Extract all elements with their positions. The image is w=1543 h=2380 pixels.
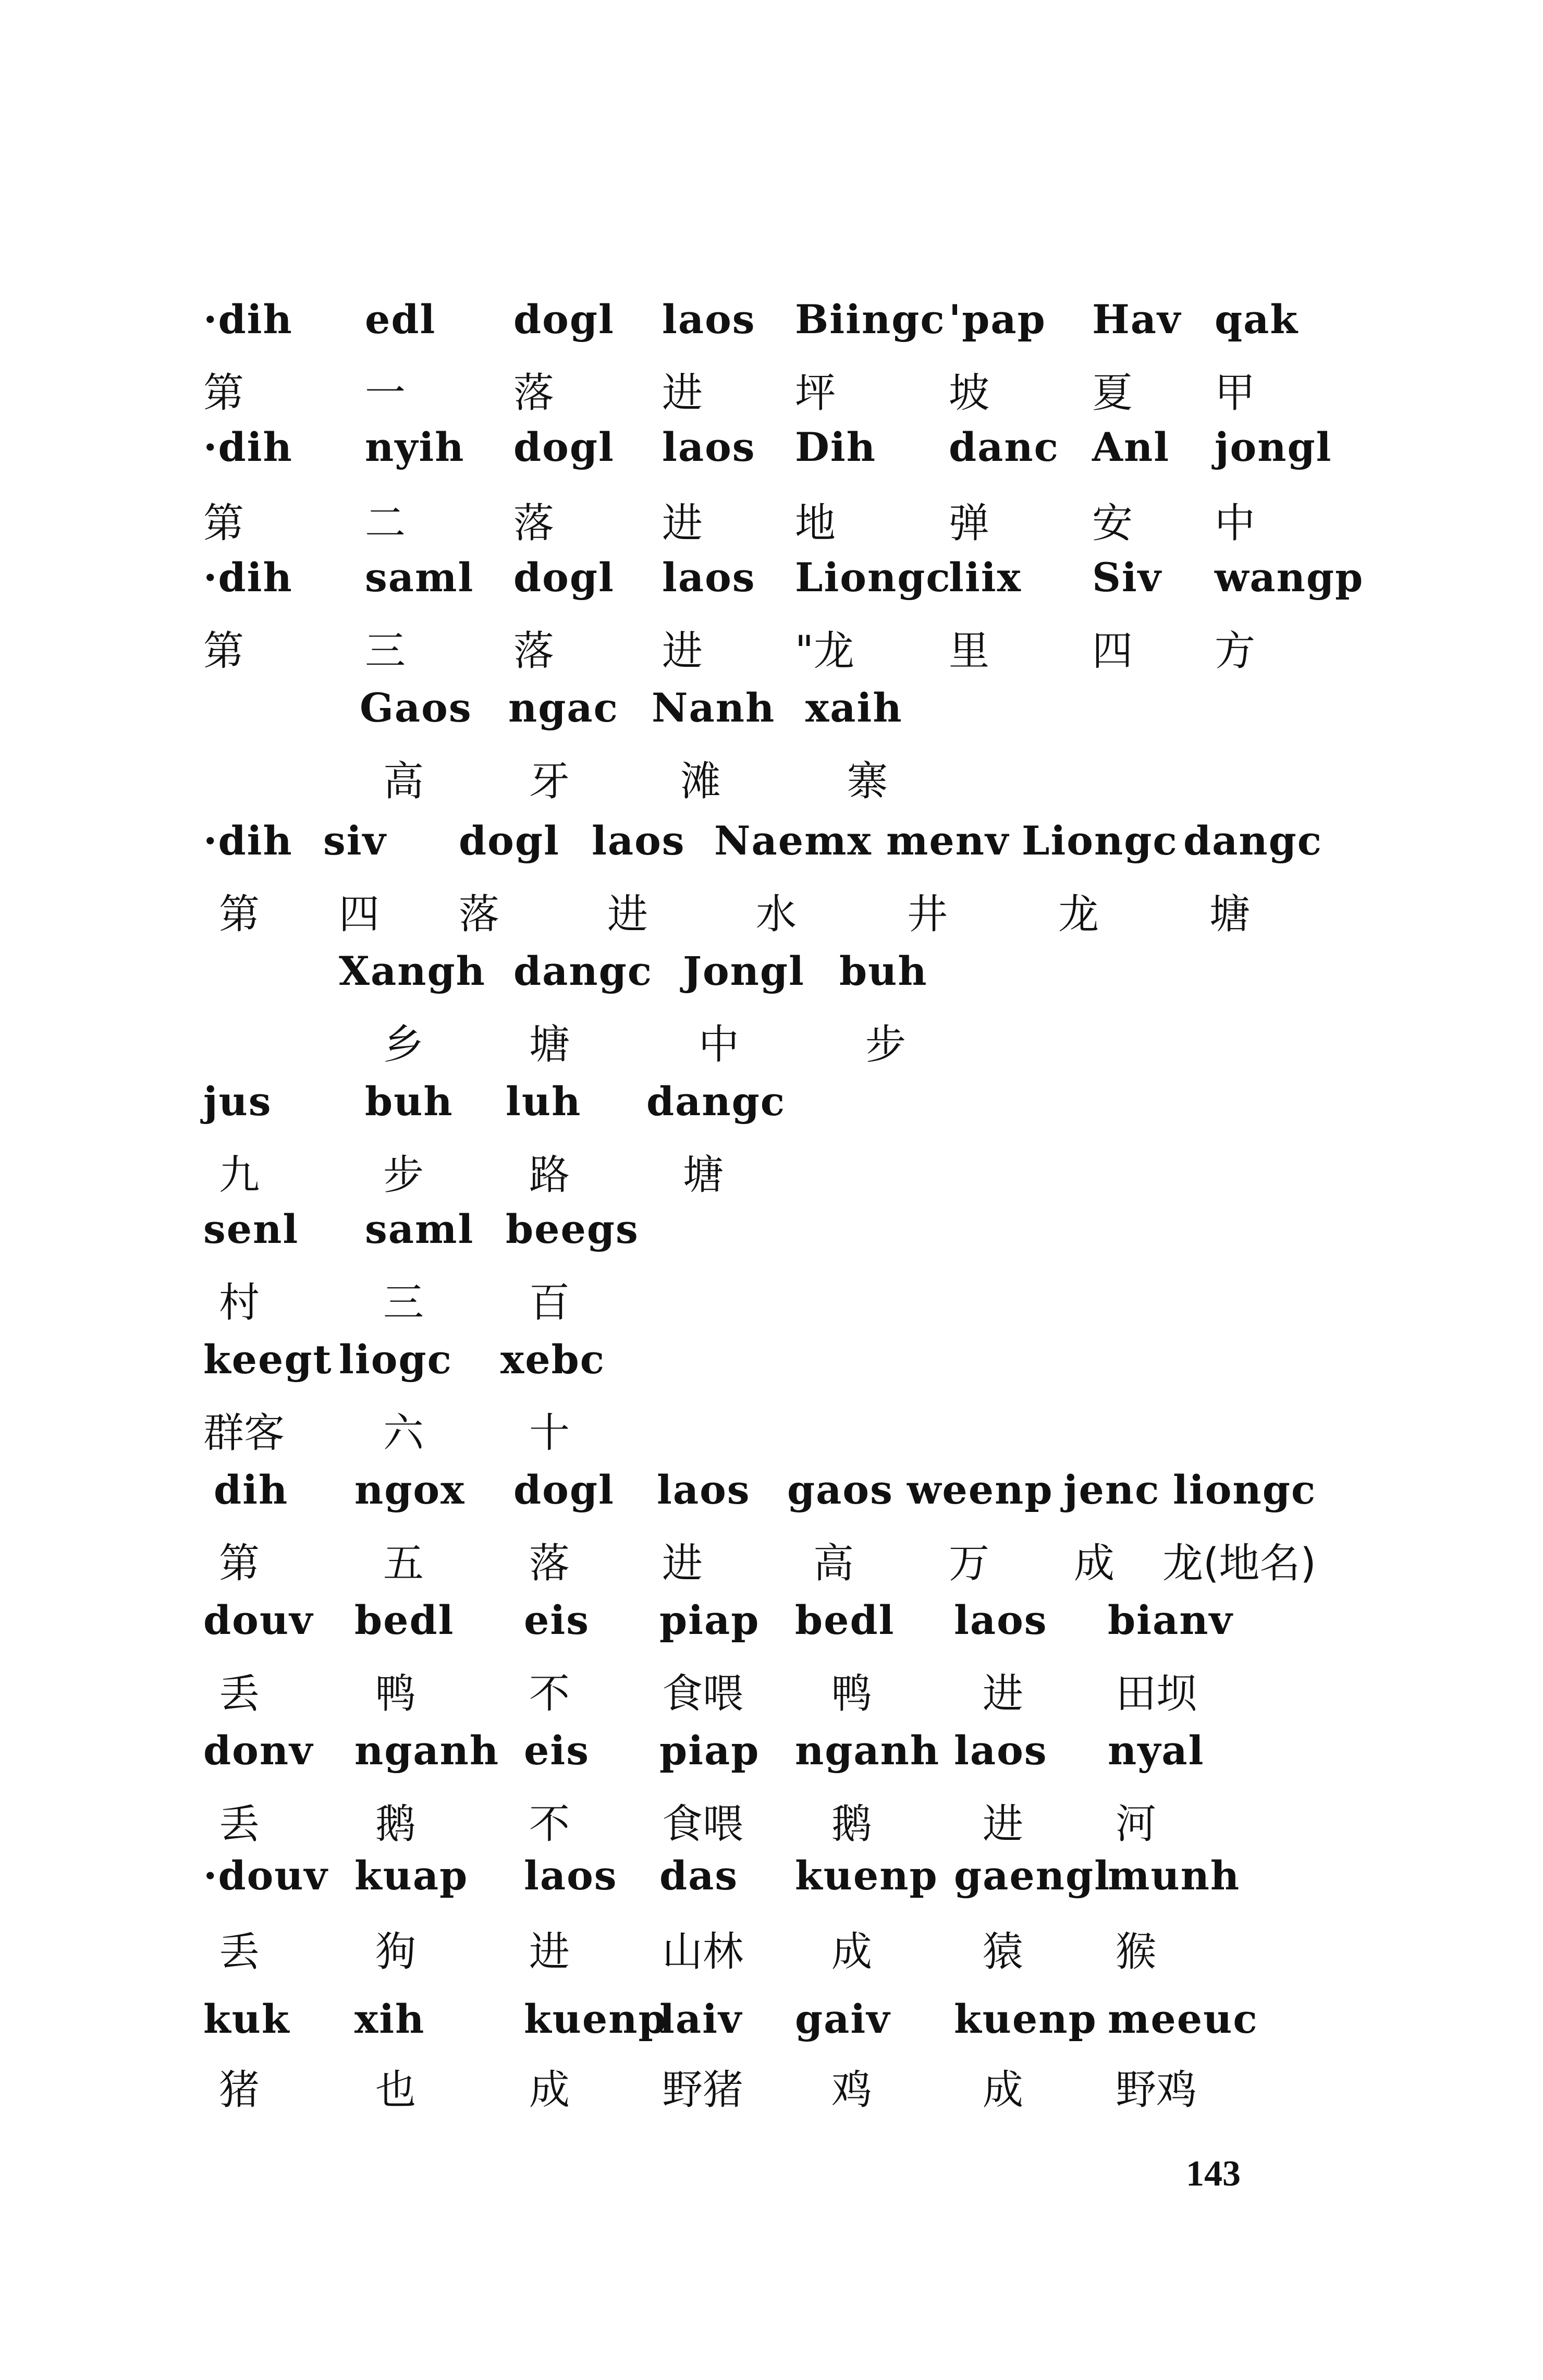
romanized-word: das xyxy=(659,1852,739,1899)
romanized-word: piap xyxy=(659,1727,760,1774)
chinese-gloss-line xyxy=(0,1021,1543,1087)
chinese-word: 步 xyxy=(383,1152,424,1199)
chinese-word: 鸡 xyxy=(831,2067,873,2114)
chinese-word: 步 xyxy=(865,1021,907,1068)
romanized-word: bedl xyxy=(354,1597,455,1643)
romanized-word: laos xyxy=(657,1467,751,1513)
chinese-word: 成 xyxy=(1074,1540,1115,1587)
chinese-word: 里 xyxy=(949,628,990,675)
romanized-word: weenp xyxy=(907,1467,1054,1513)
romanized-line xyxy=(0,554,1543,620)
romanized-word: eis xyxy=(524,1597,590,1643)
romanized-word: Liongc xyxy=(795,554,951,601)
chinese-word: 夏 xyxy=(1092,370,1133,417)
chinese-word: 丢 xyxy=(219,1801,260,1848)
chinese-word: 落 xyxy=(459,891,500,938)
romanized-word: luh xyxy=(506,1078,582,1125)
romanized-word: keegt xyxy=(203,1336,333,1383)
chinese-word: 坡 xyxy=(949,370,990,417)
romanized-word: wangp xyxy=(1215,554,1364,601)
chinese-word: 方 xyxy=(1215,628,1256,675)
chinese-gloss-line xyxy=(0,1279,1543,1345)
romanized-word: siv xyxy=(323,817,387,864)
romanized-word: dogl xyxy=(513,424,615,470)
chinese-word: 弹 xyxy=(949,500,990,547)
romanized-word: liix xyxy=(949,554,1022,601)
romanized-word: beegs xyxy=(506,1206,639,1252)
romanized-word: saml xyxy=(365,1206,474,1252)
romanized-word: laos xyxy=(662,296,756,343)
romanized-word: qak xyxy=(1215,296,1299,343)
romanized-word: xebc xyxy=(500,1336,606,1383)
chinese-word: 成 xyxy=(529,2067,570,2114)
chinese-word: 进 xyxy=(607,891,648,938)
romanized-word: Hav xyxy=(1092,296,1182,343)
chinese-word: 第 xyxy=(203,628,244,675)
romanized-word: ·dih xyxy=(203,296,293,343)
page-number: 143 xyxy=(1186,2154,1241,2194)
romanized-word: gaiv xyxy=(795,1996,891,2042)
chinese-gloss-line xyxy=(0,1540,1543,1606)
chinese-word: 田坝 xyxy=(1116,1670,1197,1717)
romanized-line xyxy=(0,1078,1543,1144)
chinese-word: 猿 xyxy=(983,1929,1024,1975)
romanized-word: jus xyxy=(203,1078,272,1125)
romanized-line xyxy=(0,817,1543,884)
chinese-word: 群客 xyxy=(203,1410,285,1457)
romanized-word: danc xyxy=(949,424,1059,470)
chinese-word: 高 xyxy=(383,758,424,805)
chinese-word: 四 xyxy=(339,891,380,938)
romanized-line xyxy=(0,424,1543,490)
romanized-word: laos xyxy=(954,1727,1048,1774)
romanized-word: laos xyxy=(524,1852,618,1899)
romanized-word: liongc xyxy=(1173,1467,1317,1513)
romanized-word: laiv xyxy=(659,1996,743,2042)
romanized-word: jenc xyxy=(1063,1467,1160,1513)
romanized-word: eis xyxy=(524,1727,590,1774)
chinese-word: 第 xyxy=(203,500,244,547)
chinese-word: 第 xyxy=(219,1540,260,1587)
romanized-word: saml xyxy=(365,554,474,601)
romanized-word: Xangh xyxy=(339,948,486,994)
chinese-word: 滩 xyxy=(680,758,721,805)
romanized-word: kuenp xyxy=(524,1996,667,2042)
romanized-word: laos xyxy=(662,424,756,470)
chinese-word: 百 xyxy=(529,1279,570,1326)
romanized-word: dogl xyxy=(513,1467,615,1513)
chinese-word: 十 xyxy=(529,1410,570,1457)
romanized-word: bedl xyxy=(795,1597,895,1643)
romanized-word: bianv xyxy=(1108,1597,1233,1643)
chinese-word: 二 xyxy=(365,500,406,547)
romanized-word: ·dih xyxy=(203,424,293,470)
romanized-word: kuk xyxy=(203,1996,290,2042)
romanized-word: douv xyxy=(203,1597,314,1643)
chinese-word: 乡 xyxy=(383,1021,424,1068)
chinese-word: 鹅 xyxy=(831,1801,873,1848)
chinese-word: 野猪 xyxy=(662,2067,744,2114)
romanized-word: dogl xyxy=(513,296,615,343)
chinese-word: 高 xyxy=(813,1540,854,1587)
romanized-word: ·douv xyxy=(203,1852,328,1899)
romanized-word: Biingc xyxy=(795,296,946,343)
chinese-word: 塘 xyxy=(1209,891,1251,938)
chinese-word: 也 xyxy=(375,2067,417,2114)
romanized-word: Nanh xyxy=(652,685,776,731)
romanized-word: Jongl xyxy=(683,948,805,994)
chinese-word: 不 xyxy=(529,1801,570,1848)
chinese-word: 第 xyxy=(219,891,260,938)
romanized-word: dangc xyxy=(513,948,653,994)
chinese-word: 水 xyxy=(756,891,797,938)
chinese-word: 猪 xyxy=(219,2067,260,2114)
chinese-word: 进 xyxy=(662,1540,703,1587)
chinese-word: 鸭 xyxy=(831,1670,873,1717)
chinese-word: 龙(地名) xyxy=(1162,1540,1316,1587)
romanized-word: buh xyxy=(365,1078,454,1125)
chinese-word: 进 xyxy=(662,370,703,417)
romanized-line xyxy=(0,1727,1543,1793)
romanized-word: dogl xyxy=(513,554,615,601)
romanized-line xyxy=(0,1597,1543,1663)
chinese-gloss-line xyxy=(0,891,1543,957)
romanized-line xyxy=(0,1206,1543,1272)
romanized-word: kuap xyxy=(354,1852,469,1899)
chinese-gloss-line xyxy=(0,628,1543,693)
romanized-word: dangc xyxy=(1183,817,1323,864)
chinese-word: 龙 xyxy=(1058,891,1099,938)
romanized-word: ngac xyxy=(508,685,619,731)
chinese-gloss-line xyxy=(0,1929,1543,1994)
chinese-word: 丢 xyxy=(219,1929,260,1975)
chinese-word: 进 xyxy=(983,1670,1024,1717)
romanized-word: jongl xyxy=(1215,424,1332,470)
chinese-word: 五 xyxy=(383,1540,424,1587)
chinese-gloss-line xyxy=(0,2067,1543,2132)
romanized-word: xaih xyxy=(805,685,903,731)
chinese-word: 不 xyxy=(529,1670,570,1717)
chinese-word: 食喂 xyxy=(662,1801,744,1848)
chinese-word: 中 xyxy=(1215,500,1256,547)
romanized-line xyxy=(0,1467,1543,1533)
chinese-word: 地 xyxy=(795,500,836,547)
romanized-word: edl xyxy=(365,296,436,343)
chinese-word: 成 xyxy=(831,1929,873,1975)
chinese-word: 落 xyxy=(513,370,555,417)
romanized-word: ngox xyxy=(354,1467,466,1513)
chinese-word: 三 xyxy=(365,628,406,675)
chinese-word: 甲 xyxy=(1215,370,1256,417)
romanized-line xyxy=(0,1852,1543,1919)
romanized-word: munh xyxy=(1108,1852,1241,1899)
romanized-word: meeuc xyxy=(1108,1996,1258,2042)
chinese-word: 落 xyxy=(513,500,555,547)
chinese-word: 三 xyxy=(383,1279,424,1326)
chinese-word: 落 xyxy=(529,1540,570,1587)
chinese-word: 塘 xyxy=(683,1152,724,1199)
chinese-word: 第 xyxy=(203,370,244,417)
romanized-word: Anl xyxy=(1092,424,1170,470)
romanized-word: Dih xyxy=(795,424,877,470)
chinese-word: 进 xyxy=(983,1801,1024,1848)
romanized-word: Liongc xyxy=(1022,817,1178,864)
chinese-gloss-line xyxy=(0,1670,1543,1736)
chinese-word: 河 xyxy=(1116,1801,1157,1848)
romanized-word: buh xyxy=(839,948,928,994)
chinese-word: 鸭 xyxy=(375,1670,417,1717)
chinese-word: 村 xyxy=(219,1279,260,1326)
chinese-word: 中 xyxy=(699,1021,740,1068)
romanized-line xyxy=(0,1996,1543,2062)
romanized-line xyxy=(0,685,1543,751)
romanized-word: menv xyxy=(886,817,1010,864)
chinese-word: 九 xyxy=(219,1152,260,1199)
chinese-word: 山林 xyxy=(662,1929,744,1975)
chinese-word: 井 xyxy=(907,891,948,938)
romanized-word: kuenp xyxy=(954,1996,1097,2042)
chinese-word: 猴 xyxy=(1116,1929,1157,1975)
chinese-word: "龙 xyxy=(795,628,854,675)
chinese-word: 野鸡 xyxy=(1116,2067,1197,2114)
romanized-word: 'pap xyxy=(949,296,1046,343)
chinese-gloss-line xyxy=(0,758,1543,824)
chinese-word: 安 xyxy=(1092,500,1133,547)
romanized-line xyxy=(0,1336,1543,1402)
romanized-word: nyih xyxy=(365,424,465,470)
romanized-word: piap xyxy=(659,1597,760,1643)
romanized-line xyxy=(0,296,1543,362)
romanized-word: ·dih xyxy=(203,817,293,864)
chinese-word: 鹅 xyxy=(375,1801,417,1848)
chinese-word: 牙 xyxy=(529,758,570,805)
romanized-word: gaos xyxy=(787,1467,893,1513)
chinese-word: 成 xyxy=(983,2067,1024,2114)
romanized-word: ·dih xyxy=(203,554,293,601)
chinese-word: 进 xyxy=(662,628,703,675)
chinese-word: 进 xyxy=(529,1929,570,1975)
romanized-word: kuenp xyxy=(795,1852,938,1899)
romanized-word: laos xyxy=(662,554,756,601)
chinese-word: 四 xyxy=(1092,628,1133,675)
romanized-word: dih xyxy=(214,1467,289,1513)
chinese-word: 塘 xyxy=(529,1021,570,1068)
romanized-word: dogl xyxy=(459,817,560,864)
romanized-word: senl xyxy=(203,1206,299,1252)
romanized-word: nyal xyxy=(1108,1727,1205,1774)
romanized-word: xih xyxy=(354,1996,425,2042)
romanized-word: laos xyxy=(592,817,685,864)
chinese-word: 万 xyxy=(949,1540,990,1587)
chinese-word: 路 xyxy=(529,1152,570,1199)
romanized-word: Naemx xyxy=(714,817,872,864)
romanized-word: donv xyxy=(203,1727,314,1774)
romanized-word: dangc xyxy=(646,1078,786,1125)
romanized-word: Siv xyxy=(1092,554,1162,601)
chinese-word: 食喂 xyxy=(662,1670,744,1717)
chinese-word: 一 xyxy=(365,370,406,417)
chinese-word: 丢 xyxy=(219,1670,260,1717)
chinese-word: 进 xyxy=(662,500,703,547)
romanized-word: Gaos xyxy=(360,685,472,731)
chinese-word: 寨 xyxy=(847,758,888,805)
romanized-line xyxy=(0,948,1543,1014)
romanized-word: nganh xyxy=(354,1727,500,1774)
chinese-word: 六 xyxy=(383,1410,424,1457)
chinese-word: 落 xyxy=(513,628,555,675)
chinese-gloss-line xyxy=(0,1410,1543,1475)
chinese-word: 坪 xyxy=(795,370,836,417)
romanized-word: laos xyxy=(954,1597,1048,1643)
romanized-word: liogc xyxy=(339,1336,452,1383)
romanized-word: gaengl xyxy=(954,1852,1111,1899)
chinese-word: 狗 xyxy=(375,1929,417,1975)
romanized-word: nganh xyxy=(795,1727,940,1774)
